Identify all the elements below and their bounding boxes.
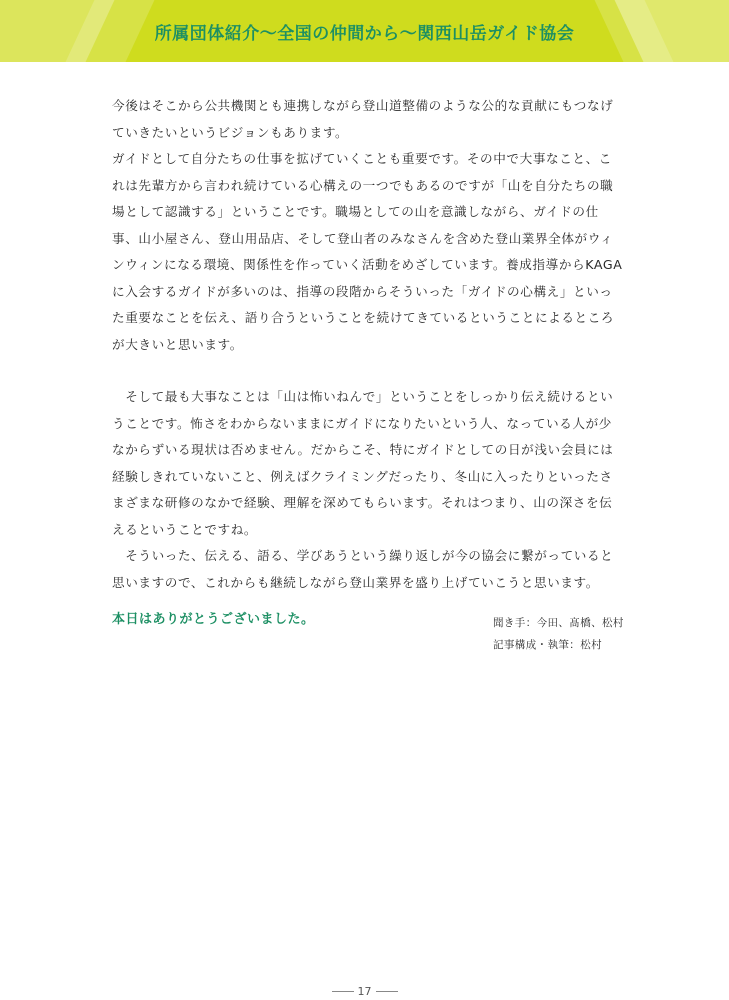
closing-remark: 本日はありがとうございました。 (112, 612, 315, 627)
page-number-value: 17 (357, 985, 372, 998)
paragraph-1: 今後はそこから公共機関とも連携しながら登山道整備のような公的な貢献にもつなげ ていきたいというビジョンもあります。 ガイドとして自分たちの仕事を拡げていくことも重要です。その中で大事なこと、こ れは先輩方から言われ続けている心構えの一つでもあるのですが「山を自分たちの職 場として認識する」ということです。職場としての山を意識しながら、ガイドの仕 事、山小屋さん、登山用品店、そして登山者のみなさんを含めた登山業界全体がウィ ンウィンになる環境、関係性を作っていく活動をめざしています。養成指導からKAGA に入会するガイドが多いのは、指導の段階からそういった「ガイドの心構え」といっ た重要なことを伝え、語り合うということを続けてきているということによるところ が大きいと思います。 (112, 98, 623, 352)
credits (493, 612, 624, 656)
page-title: 所属団体紹介〜全国の仲間から〜関西山岳ガイド協会 (154, 23, 575, 44)
page-number-rule-left (332, 991, 354, 992)
credit-interviewers: 聞き手：今田、髙橋、松村 (493, 617, 624, 629)
credit-writer: 記事構成・執筆：松村 (493, 639, 602, 651)
page-number (0, 985, 729, 998)
page-number-rule-right (376, 991, 398, 992)
paragraph-gap (112, 358, 627, 384)
paragraph-2: そして最も大事なことは「山は怖いねんで」ということをしっかり伝え続けるとい うことです。怖さをわからないままにガイドになりたいという人、なっている人が少 なからずいる現状は否めません。だからこそ、特にガイドとしての日が浅い会員には 経験しきれていないこと、例えばクライミングだったり、冬山に入ったりといったさ まざまな研修のなかで経験、理解を深めてもらいます。それはつまり、山の深さを伝 えるということですね。 そういった、伝える、語る、学びあうという繰り返しが今の協会に繋がっていると 思いますので、これからも継続しながら登山業界を盛り上げていこうと思います。 (112, 389, 614, 590)
header-band (0, 0, 729, 62)
article-body (112, 93, 627, 596)
